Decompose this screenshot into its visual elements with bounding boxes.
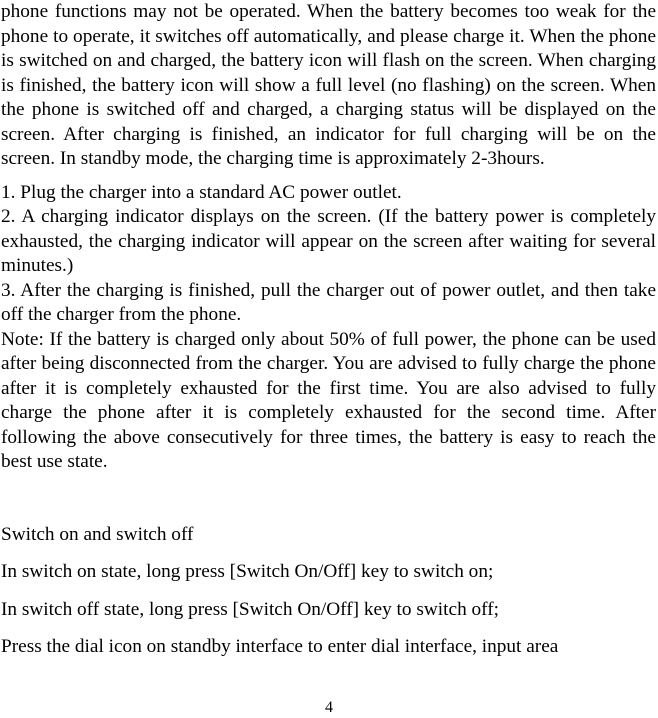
switch-off-line: In switch off state, long press [Switch On/Off] key to switch off;	[1, 598, 500, 620]
charging-intro-paragraph: phone functions may not be operated. When the battery becomes too weak for the phone to operate, it switches off automatically, and please charge it. When the phone is switched on and charged, the battery icon will flash on the screen. When charging is finished, the battery icon will show a full level (no flashing) on the screen. When the phone is switched off and charged, a charging status will be displayed on the screen. After charging is finished, an indicator for full charging will be on the screen. In standby mode, the charging time is approximately 2-3hours.	[1, 1, 656, 169]
document-page	[1, 0, 656, 666]
page-number: 4	[325, 699, 333, 716]
switch-on-line: In switch on state, long press [Switch On/Off] key to switch on;	[1, 561, 494, 583]
battery-note-paragraph: Note: If the battery is charged only about 50% of full power, the phone can be used after being disconnected from the charger. You are advised to fully charge the phone after it is completely exhausted for the first time. You are also advised to fully charge the phone after it is completely exhausted for the second time. After following the above consecutively for three times, the battery is easy to reach the best use state.	[1, 328, 656, 472]
section-spacer	[1, 475, 656, 516]
step-3-paragraph: 3. After the charging is finished, pull the charger out of power outlet, and then take off the charger from the phone.	[1, 279, 656, 325]
switch-section-heading: Switch on and switch off	[1, 523, 194, 545]
step-1-paragraph: 1. Plug the charger into a standard AC power outlet.	[1, 181, 402, 203]
step-2-paragraph: 2. A charging indicator displays on the screen. (If the battery power is completely exhausted, the charging indicator will appear on the screen after waiting for several minutes.)	[1, 206, 656, 276]
dial-interface-line: Press the dial icon on standby interface to enter dial interface, input area	[1, 636, 559, 658]
paragraph-spacer	[1, 172, 656, 181]
